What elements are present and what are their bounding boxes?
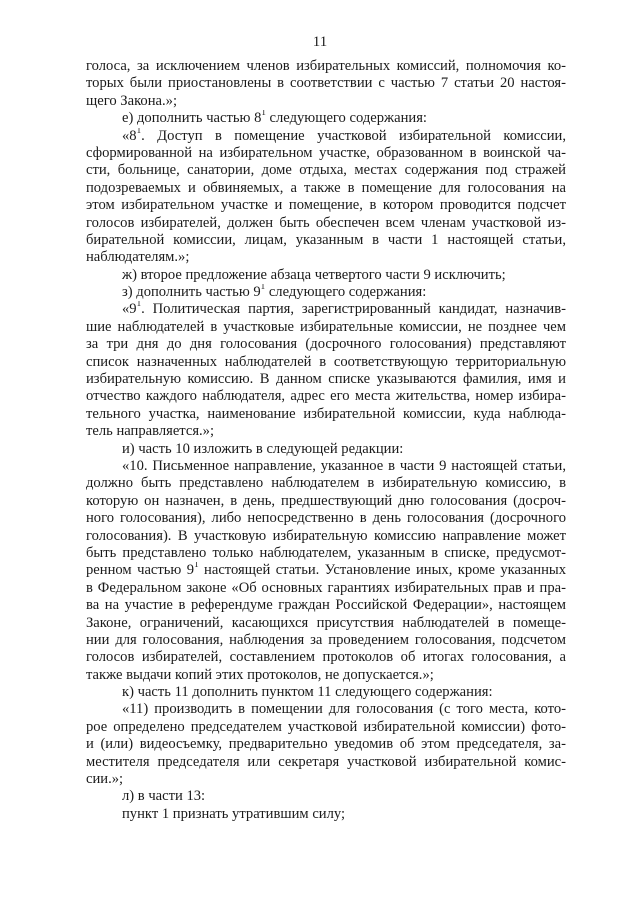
text-line [86, 475, 566, 492]
text-line [86, 458, 566, 475]
text-segment: к) часть 11 дополнить пунктом 11 следующего содержания: [122, 684, 493, 701]
text-line [86, 197, 566, 214]
text-line [86, 93, 566, 110]
text-line [86, 597, 566, 614]
text-line [86, 545, 566, 562]
text-segment: ж) второе предложение абзаца четвертого части 9 исключить; [122, 266, 506, 283]
text-segment: настоящей статьи. Установление иных, кроме указанных [198, 562, 566, 579]
text-line [86, 580, 566, 597]
text-segment: Законе, ограничений, касающихся присутствия наблюдателей в помеще- [86, 614, 566, 631]
text-segment: ренном частью 9 [86, 562, 195, 579]
text-segment: «10. Письменное направление, указанное в части 9 настоящей статьи, [122, 457, 566, 474]
superscript: 1 [136, 301, 142, 309]
text-line [86, 736, 566, 753]
text-segment: рое определено председателем участковой избирательной комиссии) фото- [86, 718, 566, 735]
text-segment: . Доступ в помещение участковой избирательной комиссии, [141, 127, 566, 144]
text-line [86, 267, 566, 284]
text-line [86, 719, 566, 736]
text-line [86, 145, 566, 162]
text-line [86, 319, 566, 336]
text-line [86, 632, 566, 649]
text-segment: отчество каждого наблюдателя, адрес его места жительства, номер избира- [86, 388, 566, 405]
text-segment: л) в части 13: [122, 788, 206, 805]
text-segment: бирательной комиссии, лицам, указанным в части 1 настоящей статьи, [86, 231, 566, 248]
text-line [86, 371, 566, 388]
text-segment: также выдачи копий этих протоколов, не допускается.»; [86, 666, 434, 683]
text-line [86, 615, 566, 632]
text-line [86, 667, 566, 684]
text-segment: е) дополнить частью 8 [122, 110, 262, 127]
text-segment: местителя председателя или секретаря участковой избирательной комис- [86, 753, 566, 770]
text-segment: голоса, за исключением членов избирательных комиссий, полномочия ко- [86, 58, 566, 74]
text-segment: сти, больнице, санатории, доме отдыха, местах содержания под стражей [86, 162, 566, 179]
text-segment: следующего содержания: [265, 110, 427, 127]
text-segment: и) часть 10 изложить в следующей редакции: [122, 440, 404, 457]
text-segment: в Федеральном законе «Об основных гарантиях избирательных прав и пра- [86, 579, 566, 596]
text-line [86, 232, 566, 249]
text-line [86, 58, 566, 75]
text-segment: . Политическая партия, зарегистрированный кандидат, назначив- [141, 301, 566, 318]
text-segment: за три дня до дня голосования (досрочного голосования) представляют [86, 336, 566, 353]
text-line [86, 215, 566, 232]
text-line [86, 806, 566, 823]
text-line [86, 180, 566, 197]
text-line [86, 441, 566, 458]
text-segment: тельного участка, наименование избирательной комиссии, куда наблюда- [86, 405, 566, 422]
superscript: 1 [260, 284, 266, 292]
text-line [86, 301, 566, 318]
text-line [86, 110, 566, 127]
text-line [86, 336, 566, 353]
text-line [86, 771, 566, 788]
document-body [86, 58, 566, 823]
text-segment: сформированной на избирательном участке, образованном в воинской ча- [86, 144, 566, 161]
text-segment: шие наблюдателей в участковые избирательные комиссии, не позднее чем [86, 318, 566, 335]
text-segment: сии.»; [86, 771, 124, 788]
text-segment: тель направляется.»; [86, 423, 215, 440]
superscript: 1 [261, 110, 266, 118]
text-line [86, 162, 566, 179]
text-line [86, 788, 566, 805]
text-segment: список назначенных наблюдателей в соответствующую территориальную [86, 353, 566, 370]
text-segment: этом избирательном участке и помещение, в котором проводится подсчет [86, 197, 566, 214]
page-number: 11 [312, 34, 328, 50]
text-segment: быть представлено только наблюдателем, указанным в списке, предусмот- [86, 544, 566, 561]
text-line [86, 388, 566, 405]
text-line [86, 701, 566, 718]
text-segment: должно быть представлено наблюдателем в избирательную комиссию, в [86, 475, 566, 492]
superscript: 1 [136, 127, 142, 135]
text-line [86, 128, 566, 145]
text-segment: нии для голосования, наблюдения за проведением голосования, подсчетом [86, 631, 566, 648]
text-segment: «8 [122, 127, 137, 144]
text-segment: щего Закона.»; [86, 92, 178, 109]
text-segment: голосов избирателей, должен быть обеспечен всем членам участковой из- [86, 214, 566, 231]
text-segment: «9 [122, 301, 137, 318]
text-segment: подозреваемых и обвиняемых, а также в помещение для голосования на [86, 179, 566, 196]
text-line [86, 649, 566, 666]
text-segment: голосов избирателей, составлением протоколов об итогах голосования, а [86, 649, 566, 666]
superscript: 1 [194, 562, 199, 570]
text-line [86, 510, 566, 527]
text-line [86, 754, 566, 771]
text-segment: торых были приостановлены в соответствии с частью 7 статьи 20 настоя- [86, 75, 566, 92]
text-segment: з) дополнить частью 9 [122, 284, 261, 301]
text-segment: пункт 1 признать утратившим силу; [122, 805, 346, 822]
text-line [86, 562, 566, 579]
text-line [86, 75, 566, 92]
text-line [86, 684, 566, 701]
text-line [86, 493, 566, 510]
text-line [86, 423, 566, 440]
text-segment: голосования). В участковую избирательную комиссию направление может [86, 527, 566, 544]
text-line [86, 249, 566, 266]
text-segment: ва на участие в референдуме граждан Российской Федерации», настоящем [86, 597, 566, 614]
text-segment: избирательную комиссию. В данном списке указываются фамилия, имя и [86, 371, 566, 388]
text-segment: следующего содержания: [265, 284, 427, 301]
text-segment: наблюдателям.»; [86, 249, 190, 266]
text-segment: и (или) видеосъемку, предварительно уведомив об этом председателя, за- [86, 736, 566, 753]
text-line [86, 528, 566, 545]
text-segment: «11) производить в помещении для голосования (с того места, кото- [122, 701, 566, 718]
text-line [86, 354, 566, 371]
text-line [86, 406, 566, 423]
text-segment: ного голосования), либо непосредственно в день голосования (досрочного [86, 510, 566, 527]
text-segment: которую он назначен, в день, предшествующий дню голосования (досроч- [86, 492, 566, 509]
text-line [86, 284, 566, 301]
